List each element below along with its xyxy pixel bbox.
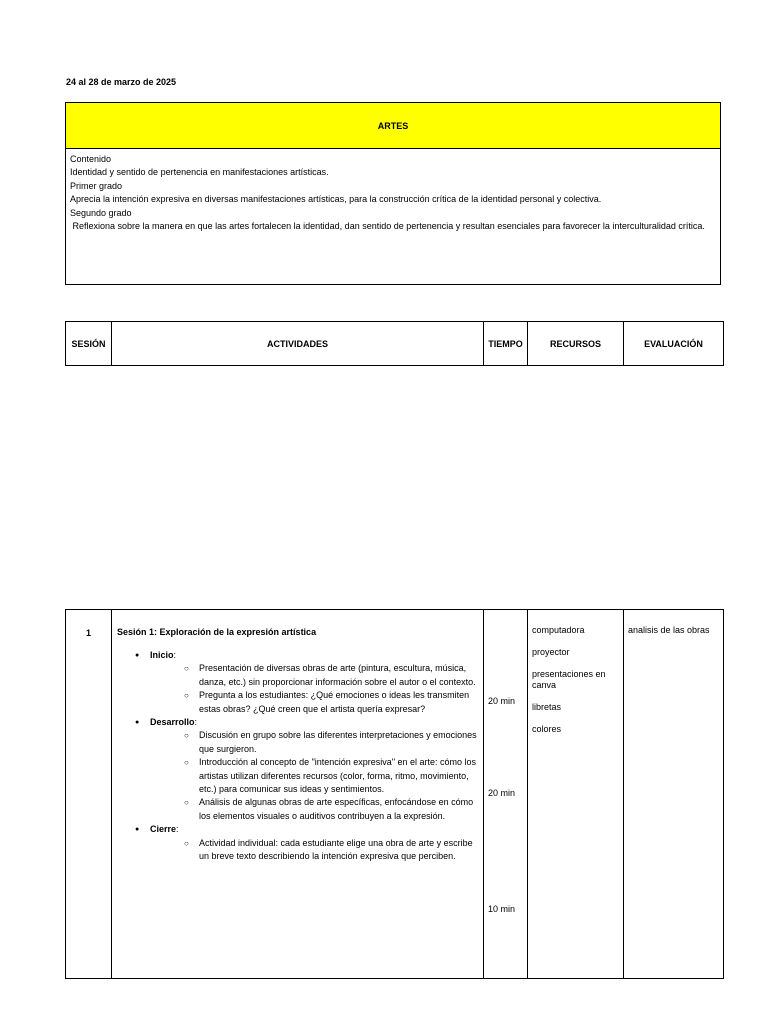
list-item: ○ Discusión en grupo sobre las diferentes interpretaciones y emociones que surgieron. xyxy=(184,729,478,756)
grade-two-heading: Segundo grado xyxy=(70,207,132,218)
session-resources xyxy=(528,610,624,979)
session-number: 1 xyxy=(66,610,112,979)
time-cierre: 10 min xyxy=(488,904,516,914)
header-actividades: ACTIVIDADES xyxy=(112,322,484,366)
phase-inicio: ● Inicio: ○ Presentación de diversas obras de arte (pintura, escultura, música, danza, etc.) sin proporcionar información sobre el autor o el contexto. ○ Pregunta a los estudiantes: ¿Qué emociones o ideas les transmiten estas obras? ¿Qué creen que el artista quería expresar? xyxy=(135,649,478,716)
session-times xyxy=(484,610,528,979)
resource-item: computadora xyxy=(532,625,585,635)
header-recursos: RECURSOS xyxy=(528,322,624,366)
list-item: ○ Actividad individual: cada estudiante elige una obra de arte y escribe un breve texto describiendo la intención expresiva que perciben. xyxy=(184,837,478,864)
phase-label: Inicio xyxy=(150,650,174,660)
subject-content xyxy=(66,149,720,237)
time-inicio: 20 min xyxy=(488,696,516,706)
resource-item: libretas xyxy=(532,702,562,712)
list-item: ○ Pregunta a los estudiantes: ¿Qué emociones o ideas les transmiten estas obras? ¿Qué creen que el artista quería expresar? xyxy=(184,689,478,716)
subject-title: ARTES xyxy=(66,103,720,149)
phase-desarrollo: ● Desarrollo: ○ Discusión en grupo sobre las diferentes interpretaciones y emociones que surgieron. ○ Introducción al concepto de "intención expresiva" en el arte: cómo los artistas utilizan diferentes recursos (color, forma, ritmo, movimiento, etc.) para comunicar sus ideas y sentimientos. ○ Análisis de algunas obras de arte específicas, enfocándose en cómo los elementos visuales o auditivos contribuyen a la expresión. xyxy=(135,716,478,823)
phase-label: Desarrollo xyxy=(150,717,195,728)
phase-label: Cierre xyxy=(150,824,177,835)
list-item: ○ Introducción al concepto de "intención expresiva" en el arte: cómo los artistas utilizan diferentes recursos (color, forma, ritmo, movimiento, etc.) para comunicar sus ideas y sentimientos. xyxy=(184,756,478,796)
session-title: Sesión 1: Exploración de la expresión artística xyxy=(117,627,317,637)
grade-one-heading: Primer grado xyxy=(70,180,123,191)
session-table xyxy=(65,609,724,979)
phase-items xyxy=(150,837,478,864)
phase-cierre: ● Cierre: ○ Actividad individual: cada estudiante elige una obra de arte y escribe un breve texto describiendo la intención expresiva que perciben. xyxy=(135,823,478,863)
content-topic: Identidad y sentido de pertenencia en manifestaciones artísticas. xyxy=(70,167,329,178)
grade-one-objective: Aprecia la intención expresiva en diversas manifestaciones artísticas, para la construcción crítica de la identidad personal y colectiva. xyxy=(70,194,602,205)
table-row xyxy=(66,610,724,979)
subject-box xyxy=(65,102,721,285)
resource-item: presentaciones en canva xyxy=(532,669,606,690)
phase-items xyxy=(150,662,478,716)
list-item: ○ Análisis de algunas obras de arte específicas, enfocándose en cómo los elementos visuales o auditivos contribuyen a la expresión. xyxy=(184,796,478,823)
header-tiempo: TIEMPO xyxy=(484,322,528,366)
resource-item: proyector xyxy=(532,647,570,657)
document-date: 24 al 28 de marzo de 2025 xyxy=(66,77,177,87)
phase-list xyxy=(117,649,478,864)
list-item: ○ Presentación de diversas obras de arte (pintura, escultura, música, danza, etc.) sin proporcionar información sobre el autor o el contexto. xyxy=(184,662,478,689)
session-evaluation: analisis de las obras xyxy=(624,610,724,979)
phase-items xyxy=(150,729,478,823)
time-desarrollo: 20 min xyxy=(488,788,516,798)
session-activities xyxy=(112,610,484,979)
grade-two-objective: Reflexiona sobre la manera en que las artes fortalecen la identidad, dan sentido de pertenencia y resultan esenciales para favorecer la interculturalidad crítica. xyxy=(70,221,705,232)
header-evaluacion: EVALUACIÓN xyxy=(624,322,724,366)
plan-table-header xyxy=(65,321,724,366)
header-sesion: SESIÓN xyxy=(66,322,112,366)
resource-item: colores xyxy=(532,724,562,734)
content-heading: Contenido xyxy=(70,154,112,164)
